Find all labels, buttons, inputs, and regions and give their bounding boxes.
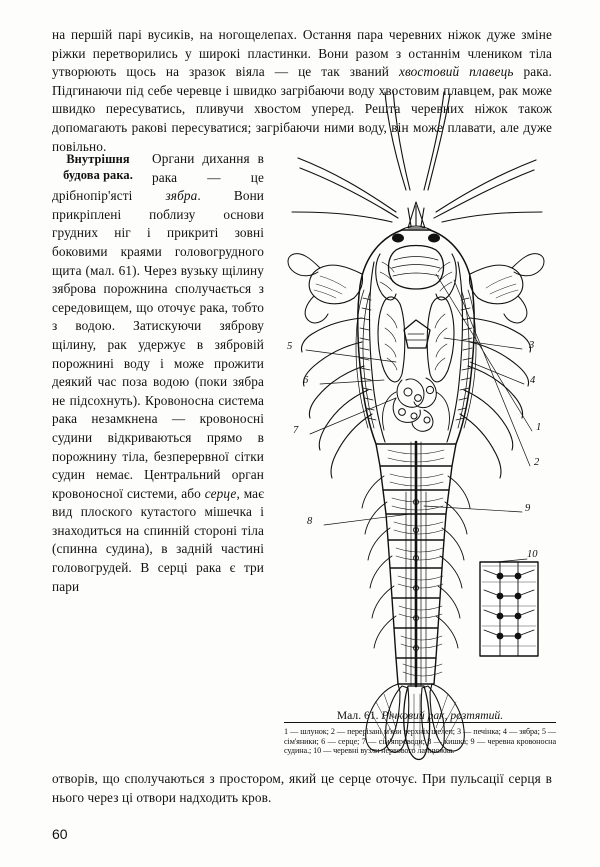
figure-label-7: 7 — [293, 425, 299, 436]
figure-crayfish-dissection — [284, 62, 552, 762]
legend-divider — [284, 722, 556, 723]
figure-label-8: 8 — [307, 516, 313, 527]
bottom-paragraph-block — [52, 770, 552, 807]
page-number: 60 — [52, 826, 68, 842]
crayfish-illustration — [284, 62, 552, 762]
figure-label-5: 5 — [287, 341, 293, 352]
figure-label-4: 4 — [530, 375, 536, 386]
figure-label-1: 1 — [536, 422, 542, 433]
figure-label-2: 2 — [534, 457, 540, 468]
top-paragraph-part1: на першій парі вусиків, на ногощелепах. Остання пара черевних ніжок дуже змінe ріжки перетворились у широкі пластинки. Вони разом з останнім члеником тіла утворюють щось на зразок віяла — це так званий — [52, 27, 552, 80]
left-part1: Органи дихання в рака — це дрібнопір'ясті — [52, 151, 264, 204]
figure-legend: 1 — шлунок; 2 — перерізані м'язи верхніх щелеп; 3 — печінка; 4 — зябра; 5 — сім'яники; 6 — серце; 7 — сім'япроводи; 8 — кишка; 9 — черевна кровоносна судина.; 10 — черевні вузли нервового ланцюжка. — [284, 727, 556, 756]
figure-label-6: 6 — [303, 375, 309, 386]
figure-caption-text: Річковий рак, розтятий. — [378, 709, 504, 722]
bottom-paragraph: отворів, що сполучаються з простором, який це серце оточує. При пульсації серця в нього через ці отвори надходить кров. — [52, 771, 552, 805]
figure-caption — [286, 709, 554, 722]
left-part2: . Вони прикріплені поблизу основи грудних ніг і прикриті зовні боковими краями головогрудного щита (мал. 61). Через вузьку щілину зяброва порожнина сполучається з середовищем, що оточує рака, тобто з водою. Затискуючи зяброву щілину, рак удержує в зябровій порожнині воду і може прожити деякий час поза водою (поки зябра не підсохнуть). Кровоносна система рака незамкнена — кровоносні судини відкриваються прямо в порожнину тіла, безперервної сітки судин немає. Центральний орган кровоносної системи, або — [52, 188, 265, 501]
left-text-column — [52, 150, 264, 596]
left-column-paragraph — [52, 150, 264, 596]
figure-label-9: 9 — [525, 503, 531, 514]
figure-label-10: 10 — [527, 549, 538, 560]
top-paragraph-italic: хвостовий плавець — [398, 64, 514, 80]
figure-label-3: 3 — [529, 340, 535, 351]
figure-caption-number: Мал. 61. — [336, 709, 379, 722]
top-paragraph-tail: рака. Підгинаючи під себе черевце і швидко загрібаючи воду хвостовим плавцем, рак може швидко пересуватись, пливучи хвостом уперед. Решта черевних ніжок також допомагають раковi пересуватися; загрібаючи ними воду, він може плавати, але дуже повільно. — [52, 64, 552, 154]
left-italic-sertse: серце — [204, 485, 237, 501]
sidehead-label: Внутрішня будова рака. — [63, 152, 133, 182]
left-italic-zyabra: зябра — [165, 188, 198, 204]
left-part3: , має вид плоского кутастого мішечка і знаходиться на спинній стороні тіла (спинна судина), в задній частині головогрудей. В серці рака є три пари — [52, 485, 264, 594]
